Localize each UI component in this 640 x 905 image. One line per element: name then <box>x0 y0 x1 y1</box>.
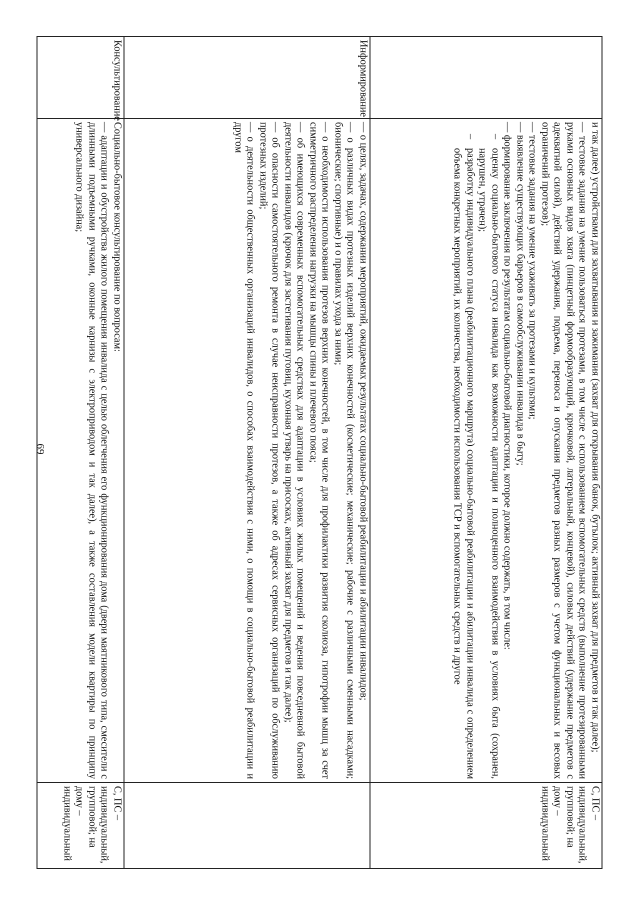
service-form-cell: С, ПС – индивидуальный, групповой; на дому – индивидуальный <box>370 783 602 869</box>
service-content-cell <box>37 119 124 783</box>
content-line: — об имеющихся современных вспомогательных средствах для адаптации в условиях жилых помещений и ведения повседневной бытовой деятельности инвалидов (крючок для застегивания пуговиц, кухонная утварь на присосках, активный захват для предметов и так далее); <box>282 122 306 779</box>
sub-item-text: оценку социально-бытового статуса инвалида как возможности адаптации и полноценного взаимодействия в условиях быта (сохранен, нарушен, утрачен); <box>476 148 501 779</box>
table-row <box>37 37 124 869</box>
table-row <box>370 37 602 869</box>
rotated-table-container <box>38 36 603 868</box>
sub-item-text: разработку индивидуального плана (реабилитационного маршрута) социально-бытовой реабилитации и абилитации инвалида с определением объема конкретных мероприятий, их количества, необходимости использования ТСР и вспомогательных средств и другое <box>451 148 476 779</box>
content-line: — тестовые задания на умение пользоваться протезами, в том числе с использованием вспомогательных средств (выполнение протезированными руками основных видов хвата (пинцетный формообразующий, крючковой, латеральный, концевой), силовых действий (удержание предметов с адекватной силой), действий удержания, подъема, переноса и опускания предметов разных размеров с учетом функциональных и весовых ограничений протезов); <box>539 122 588 779</box>
content-line: — о целях, задачах, содержании мероприятий, ожидаемых результатах социально-бытовой реабилитации и абилитации инвалидов; <box>357 122 369 701</box>
content-line: и так далее) устройствами для захватывания и зажимания (захват для открывания банок, бутылок; активный захват для предметов и так далее); <box>589 122 601 753</box>
content-line: — тестовые задания на умение ухаживать за протезами и культями; <box>526 122 538 420</box>
service-type-cell <box>370 37 602 119</box>
content-line: — о деятельности общественных организаций инвалидов, о способах взаимодействия с ними, о помощи в социально-бытовой реабилитации и другом <box>232 122 256 779</box>
service-type-cell: Консультирование <box>37 37 124 119</box>
content-line: — формирование заключения по результатам социально-бытовой диагностики, которое должно содержать, в том числе: <box>501 122 513 650</box>
sub-item: –разработку индивидуального плана (реабилитационного маршрута) социально-бытовой реабилитации и абилитации инвалида с определением объема конкретных мероприятий, их количества, необходимости использования ТСР и вспомогательных средств и другое <box>451 134 476 779</box>
page-number: 69 <box>34 443 46 455</box>
content-line: Социально-бытовое консультирование по вопросам: <box>111 122 123 352</box>
service-form-cell <box>124 783 370 869</box>
content-line: — выявление существующих барьеров в самообслуживании инвалида в быту; <box>514 122 526 466</box>
service-content-cell <box>124 119 370 783</box>
content-line: — об опасности самостоятельного ремонта в случае неисправности протезов, а также об адресах сервисных организаций по обслуживанию протезных изделий; <box>257 122 281 779</box>
service-type-cell: Информирование <box>124 37 370 119</box>
rehabilitation-table <box>37 36 603 869</box>
table-row <box>124 37 370 869</box>
content-line: — адаптации и обустройства жилого помещения инвалида с целью облегчения его функционирования дома (двери маятникового типа, смесители с длинными подъемными ручками, оконные карнизы с электроприводом и так далее), а также составления модели квартиры по принципу универсального дизайна; <box>73 122 110 779</box>
content-line: — о различных видах протезных изделий верхних конечностей (косметические; механические; рабочие с различными сменными насадками; бионические; спортивные) и о правилах ухода за ними; <box>332 122 356 779</box>
service-content-cell <box>370 119 602 783</box>
sub-item: –оценку социально-бытового статуса инвалида как возможности адаптации и полноценного взаимодействия в условиях быта (сохранен, нарушен, утрачен); <box>476 134 501 779</box>
content-line: — о необходимости использования протезов верхних конечностей, в том числе для профилактики развития сколиоза, гипотрофии мышц за счет симметричного распределения нагрузки на мышцы спины и плечевого пояса; <box>307 122 331 779</box>
service-form-cell: С, ПС – индивидуальный, групповой; на дому – индивидуальный <box>37 783 124 869</box>
